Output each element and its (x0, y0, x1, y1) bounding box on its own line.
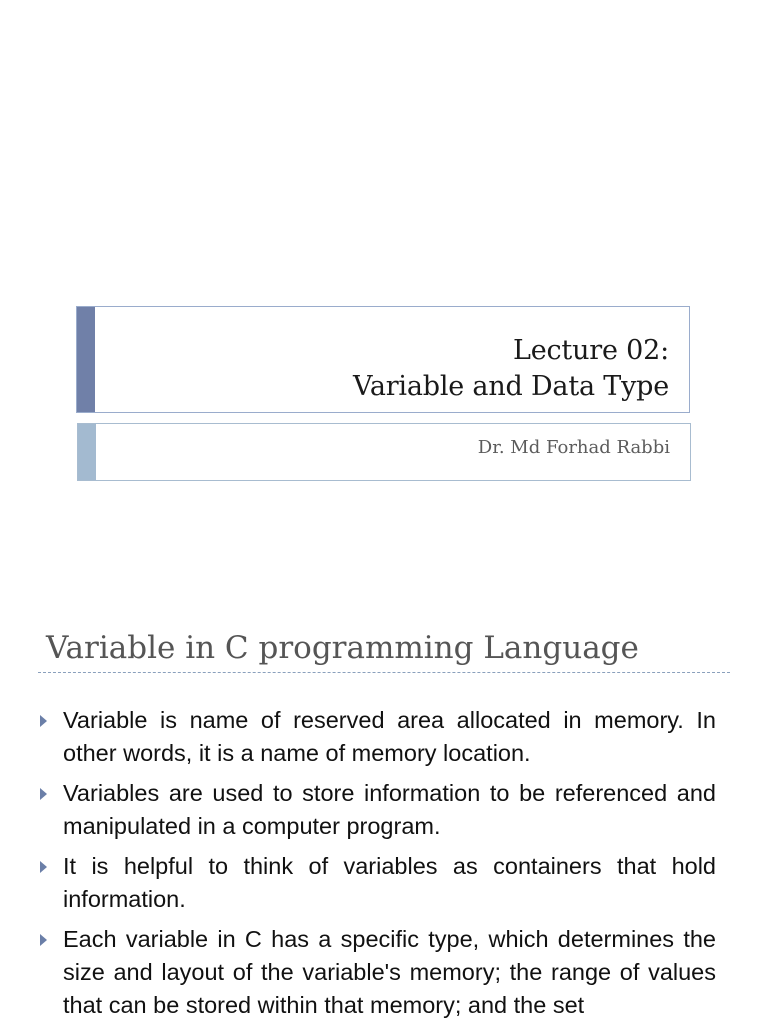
bullet-item (40, 850, 716, 916)
bullet-text: Each variable in C has a specific type, which determines the size and layout of the variable's memory; the range of values that can be stored within that memory; and the set (63, 926, 716, 1018)
bullet-item (40, 777, 716, 843)
bullet-item (40, 923, 716, 1022)
triangle-right-icon (40, 715, 47, 727)
lecture-topic: Variable and Data Type (353, 371, 669, 402)
subtitle-box (77, 423, 691, 481)
author-name: Dr. Md Forhad Rabbi (477, 437, 670, 458)
triangle-right-icon (40, 934, 47, 946)
bullet-item (40, 704, 716, 770)
bullet-text: It is helpful to think of variables as containers that hold information. (63, 853, 716, 912)
triangle-right-icon (40, 788, 47, 800)
heading-divider (38, 672, 730, 673)
bullet-list (40, 704, 716, 1024)
subtitle-accent-bar (78, 424, 96, 480)
title-box (76, 306, 690, 413)
slide-heading: Variable in C programming Language (46, 630, 639, 666)
lecture-number: Lecture 02: (513, 335, 669, 366)
bullet-text: Variable is name of reserved area allocated in memory. In other words, it is a name of memory location. (63, 707, 716, 766)
lecture-title (353, 333, 669, 405)
triangle-right-icon (40, 861, 47, 873)
bullet-text: Variables are used to store information to be referenced and manipulated in a computer program. (63, 780, 716, 839)
title-accent-bar (77, 307, 95, 412)
